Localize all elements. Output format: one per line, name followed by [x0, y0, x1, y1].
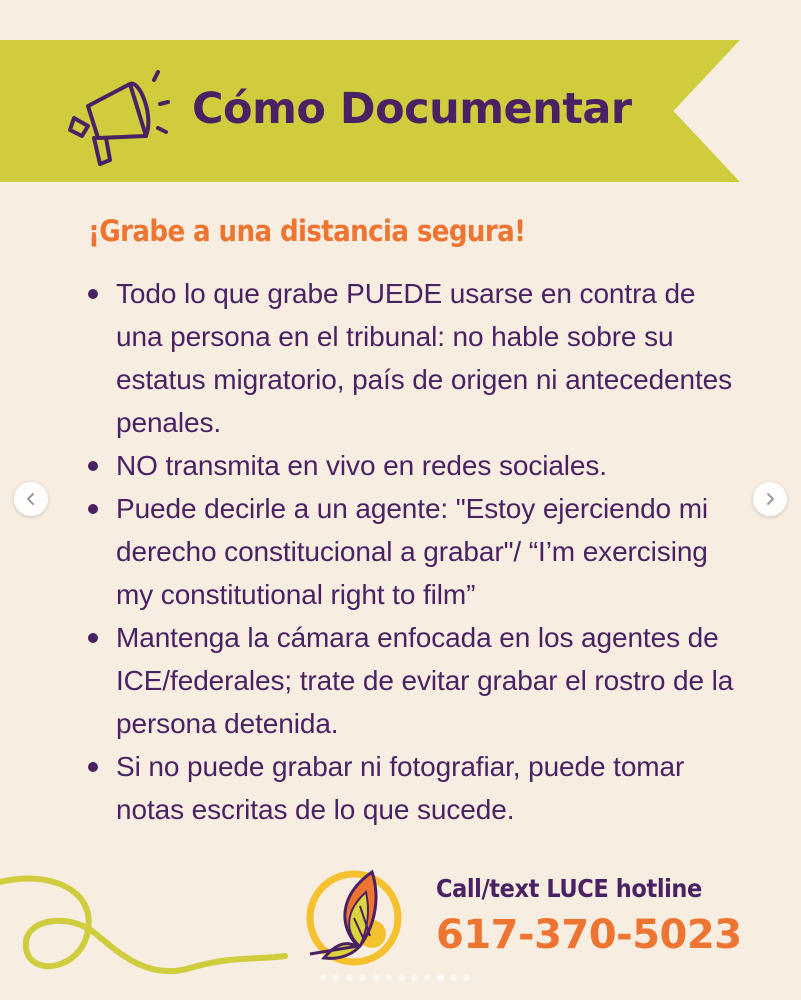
carousel-dot[interactable] — [385, 974, 392, 981]
megaphone-icon — [60, 66, 170, 170]
list-item: NO transmita en vivo en redes sociales. — [82, 444, 742, 487]
carousel-dot[interactable] — [424, 974, 431, 981]
list-item: Puede decirle a un agente: "Estoy ejerciendo mi derecho constitucional a grabar"/ “I’m exercising my constitutional right to film” — [82, 487, 742, 616]
carousel-dot-active[interactable] — [437, 974, 444, 981]
list-item: Mantenga la cámara enfocada en los agentes de ICE/federales; trate de evitar grabar el rostro de la persona detenida. — [82, 616, 742, 745]
chevron-right-icon — [763, 492, 777, 506]
hotline-phone-number[interactable]: 617-370-5023 — [436, 912, 742, 958]
carousel-dot[interactable] — [320, 974, 327, 981]
carousel-indicator — [320, 974, 470, 981]
section-subtitle: ¡Grabe a una distancia segura! — [88, 214, 526, 248]
carousel-dot[interactable] — [463, 974, 470, 981]
carousel-dot[interactable] — [450, 974, 457, 981]
decorative-squiggle — [0, 860, 300, 1000]
carousel-dot[interactable] — [411, 974, 418, 981]
carousel-dot[interactable] — [346, 974, 353, 981]
carousel-dot[interactable] — [398, 974, 405, 981]
carousel-prev-button[interactable] — [14, 482, 48, 516]
page-title: Cómo Documentar — [192, 84, 632, 134]
carousel-next-button[interactable] — [753, 482, 787, 516]
tips-list — [82, 272, 742, 831]
list-item: Todo lo que grabe PUEDE usarse en contra de una persona en el tribunal: no hable sobre su estatus migratorio, país de origen ni antecedentes penales. — [82, 272, 742, 444]
carousel-dot[interactable] — [372, 974, 379, 981]
butterfly-logo-icon — [300, 866, 410, 966]
list-item: Si no puede grabar ni fotografiar, puede tomar notas escritas de lo que sucede. — [82, 745, 742, 831]
carousel-dot[interactable] — [333, 974, 340, 981]
chevron-left-icon — [24, 492, 38, 506]
hotline-label: Call/text LUCE hotline — [436, 874, 702, 903]
carousel-dot[interactable] — [359, 974, 366, 981]
